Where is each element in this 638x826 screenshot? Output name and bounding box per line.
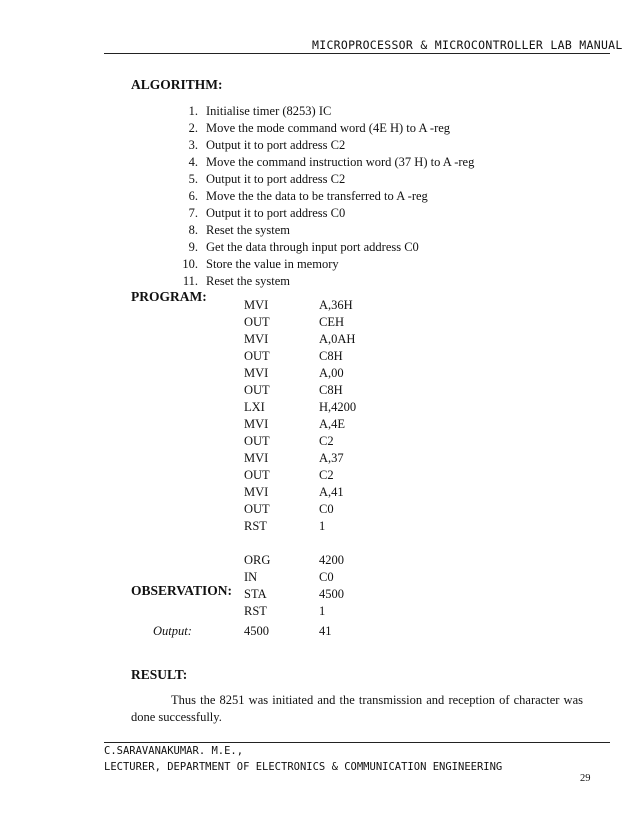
mnemonic: OUT bbox=[244, 502, 270, 516]
mnemonic: OUT bbox=[244, 315, 270, 329]
operand: C8H bbox=[319, 383, 343, 397]
step-number: 2. bbox=[188, 121, 198, 135]
mnemonic: OUT bbox=[244, 383, 270, 397]
operand: C0 bbox=[319, 502, 334, 516]
mnemonic: IN bbox=[244, 570, 258, 584]
operand: H,4200 bbox=[319, 400, 357, 414]
step-number: 3. bbox=[188, 138, 198, 152]
step-text: Store the value in memory bbox=[206, 257, 339, 271]
step-text: Move the the data to be transferred to A -reg bbox=[206, 189, 428, 203]
footer-divider bbox=[104, 742, 610, 743]
step-number: 1. bbox=[188, 104, 198, 118]
header-divider bbox=[104, 53, 610, 54]
mnemonic: OUT bbox=[244, 434, 270, 448]
operand: CEH bbox=[319, 315, 344, 329]
page-number: 29 bbox=[580, 773, 591, 784]
observation-address: 4500 bbox=[244, 624, 269, 638]
mnemonic: LXI bbox=[244, 400, 265, 414]
step-text: Reset the system bbox=[206, 274, 291, 288]
result-paragraph: Thus the 8251 was initiated and the transmission and reception of character was done successfully. bbox=[131, 693, 583, 724]
step-number: 11. bbox=[182, 274, 198, 288]
operand: 4200 bbox=[319, 553, 344, 567]
operand: C2 bbox=[319, 468, 334, 482]
operand: A,36H bbox=[319, 298, 353, 312]
operand: A,37 bbox=[319, 451, 344, 465]
step-text: Output it to port address C2 bbox=[206, 138, 346, 152]
step-number: 10. bbox=[182, 257, 198, 271]
operand: A,00 bbox=[319, 366, 344, 380]
step-text: Output it to port address C2 bbox=[206, 172, 346, 186]
mnemonic: MVI bbox=[244, 332, 269, 346]
mnemonic: OUT bbox=[244, 468, 270, 482]
operand: 1 bbox=[319, 604, 326, 618]
step-number: 9. bbox=[188, 240, 198, 254]
footer-author: C.SARAVANAKUMAR. M.E., bbox=[104, 745, 244, 757]
operand: C2 bbox=[319, 434, 334, 448]
step-text: Move the command instruction word (37 H) to A -reg bbox=[206, 155, 475, 169]
mnemonic: MVI bbox=[244, 417, 269, 431]
operand: 4500 bbox=[319, 587, 344, 601]
step-number: 8. bbox=[188, 223, 198, 237]
algorithm-heading: ALGORITHM: bbox=[131, 77, 223, 92]
step-number: 6. bbox=[188, 189, 198, 203]
mnemonic: MVI bbox=[244, 485, 269, 499]
operand: C0 bbox=[319, 570, 334, 584]
observation-label: Output: bbox=[153, 624, 192, 638]
observation-value: 41 bbox=[319, 624, 332, 638]
operand: 1 bbox=[319, 519, 326, 533]
step-text: Get the data through input port address C0 bbox=[206, 240, 419, 254]
step-text: Initialise timer (8253) IC bbox=[206, 104, 332, 118]
page-header-title: MICROPROCESSOR & MICROCONTROLLER LAB MANUAL bbox=[312, 38, 623, 52]
step-text: Reset the system bbox=[206, 223, 291, 237]
mnemonic: MVI bbox=[244, 366, 269, 380]
step-text: Move the mode command word (4E H) to A -reg bbox=[206, 121, 451, 135]
operand: A,0AH bbox=[319, 332, 356, 346]
mnemonic: MVI bbox=[244, 298, 269, 312]
step-number: 7. bbox=[188, 206, 198, 220]
result-heading: RESULT: bbox=[131, 667, 188, 682]
step-number: 4. bbox=[188, 155, 198, 169]
mnemonic: ORG bbox=[244, 553, 271, 567]
operand: A,41 bbox=[319, 485, 344, 499]
operand: C8H bbox=[319, 349, 343, 363]
program-heading: PROGRAM: bbox=[131, 289, 207, 304]
mnemonic: RST bbox=[244, 519, 267, 533]
step-text: Output it to port address C0 bbox=[206, 206, 346, 220]
mnemonic: STA bbox=[244, 587, 267, 601]
mnemonic: RST bbox=[244, 604, 267, 618]
step-number: 5. bbox=[188, 172, 198, 186]
operand: A,4E bbox=[319, 417, 346, 431]
footer-position: LECTURER, DEPARTMENT OF ELECTRONICS & COMMUNICATION ENGINEERING bbox=[104, 761, 503, 773]
mnemonic: OUT bbox=[244, 349, 270, 363]
mnemonic: MVI bbox=[244, 451, 269, 465]
observation-heading: OBSERVATION: bbox=[131, 583, 233, 598]
